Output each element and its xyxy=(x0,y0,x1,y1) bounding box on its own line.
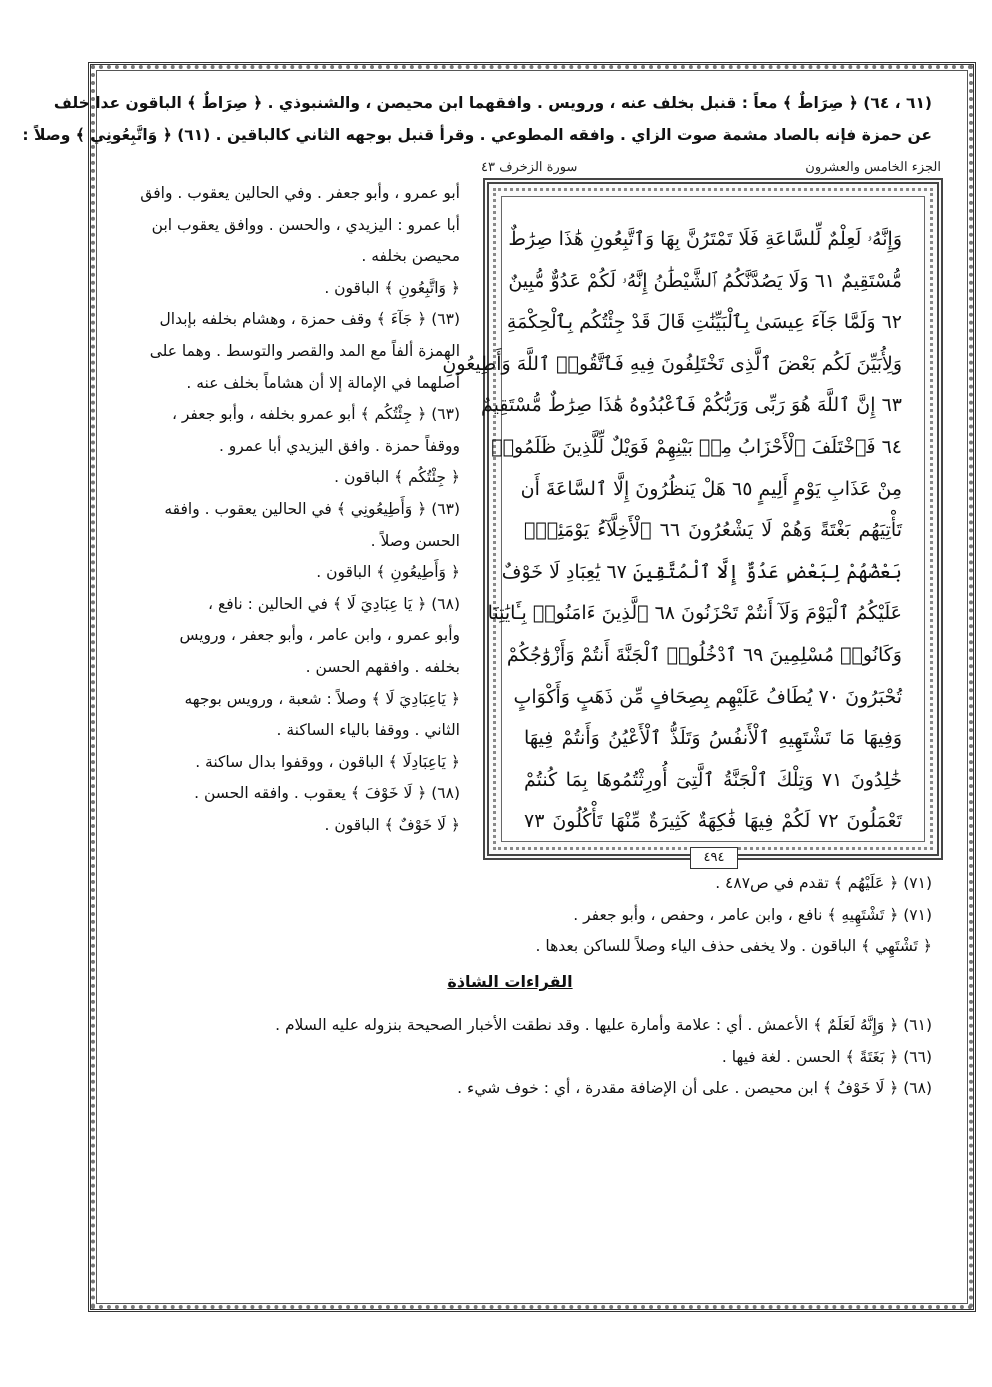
juz-label: الجزء الخامس والعشرون xyxy=(805,159,941,175)
text-line: (٦٣) ﴿ وَأَطِيعُونِي ﴾ في الحالين يعقوب . وافقه xyxy=(164,499,460,518)
quran-panel xyxy=(442,178,943,860)
text-line: (٦١ ، ٦٤) ﴿ صِرَاطٌ ﴾ معاً : قنبل بخلف عنه ، ورويس . وافقهما ابن محيصن ، والشنبوذي . ﴿ صِرَاطٌ ﴾ الباقون عدا خلف xyxy=(53,94,932,112)
side-commentary xyxy=(110,178,460,841)
quran-panel-inner xyxy=(442,196,925,842)
text-line: ﴿ وَاتَّبِعُونِ ﴾ الباقون . xyxy=(324,278,460,297)
quran-line: عَلَيْكُمُ ٱلْيَوْمَ وَلَآ أَنتُمْ تَحْزَنُونَ ٦٨ ٱلَّذِينَ ءَامَنُوا۟ بِـَٔايَٰتِنَا xyxy=(487,602,902,625)
quran-line: مُّسْتَقِيمٌ ٦١ وَلَا يَصُدَّنَّكُمُ ٱلشَّيْطَٰنُ إِنَّهُۥ لَكُمْ عَدُوٌّ مُّبِينٌ xyxy=(508,269,902,292)
text-line: (٧١) ﴿ تَشْتَهِيهِ ﴾ نافع ، وابن عامر ، وحفص ، وأبو جعفر . xyxy=(573,905,932,924)
quran-line: تُحْبَرُونَ ٧٠ يُطَافُ عَلَيْهِم بِصِحَافٍ مِّن ذَهَبٍ وَأَكْوَابٍ xyxy=(513,685,902,708)
text-line: (٦٨) ﴿ يَا عِبَادِيَ لَا ﴾ في الحالين : نافع ، xyxy=(208,594,460,613)
quran-text xyxy=(442,219,902,843)
text-line: وأبو عمرو ، وابن عامر ، وأبو جعفر ، ورويس xyxy=(179,626,460,645)
page-number: ٤٩٤ xyxy=(690,847,738,869)
text-line: ﴿ تَشْتَهِي ﴾ الباقون . ولا يخفى حذف الياء وصلاً للساكن بعدها . xyxy=(535,937,932,956)
text-line: ﴿ يَاعِبَادِيَ لَا ﴾ وصلاً : شعبة ، ورويس بوجهه xyxy=(184,689,460,708)
quran-line: خَٰلِدُونَ ٧١ وَتِلْكَ ٱلْجَنَّةُ ٱلَّتِىٓ أُورِثْتُمُوهَا بِمَا كُنتُمْ xyxy=(524,768,902,791)
quran-line: ٦٤ فَٱخْتَلَفَ ٱلْأَحْزَابُ مِنۢ بَيْنِهِمْ فَوَيْلٌ لِّلَّذِينَ ظَلَمُوا۟ xyxy=(491,435,902,458)
text-line: الحسن وصلاً . xyxy=(370,531,460,550)
shadh-readings xyxy=(208,1010,932,1105)
quran-line: ٦٣ إِنَّ ٱللَّهَ هُوَ رَبِّى وَرَبُّكُمْ فَٱعْبُدُوهُ هَٰذَا صِرَٰطٌ مُّسْتَقِيمٌ xyxy=(480,394,902,417)
text-line: محيصن بخلفه . xyxy=(361,247,460,266)
text-line: الثاني . ووقفا بالياء الساكنة . xyxy=(276,721,460,740)
text-line: (٦٨) ﴿ لَا خَوْفُ ﴾ ابن محيصن . على أن الإضافة مقدرة ، أي : خوف شيء . xyxy=(457,1079,932,1098)
text-line: (٦١) ﴿ وَإِنَّهُ لَعَلَمٌ ﴾ الأعمش . أي : علامة وأمارة عليها . وقد نطقت الأخبار الصحيحة بنزوله عليه السلام . xyxy=(275,1016,932,1034)
quran-line: تَعْمَلُونَ ٧٢ لَكُمْ فِيهَا فَٰكِهَةٌ كَثِيرَةٌ مِّنْهَا تَأْكُلُونَ ٧٣ xyxy=(524,810,902,833)
top-commentary xyxy=(22,88,932,151)
text-line: (٦٣) ﴿ جَآءَ ﴾ وقف حمزة ، وهشام بخلفه بإبدال xyxy=(159,310,460,329)
text-line: ووقفاً حمزة . وافق اليزيدي أبا عمرو . xyxy=(218,436,460,455)
text-line: ﴿ وَأَطِيعُونِ ﴾ الباقون . xyxy=(316,563,460,582)
section-title: القراءات الشاذة xyxy=(447,972,573,991)
quran-line: وَإِنَّهُۥ لَعِلْمٌ لِّلسَّاعَةِ فَلَا تَمْتَرُنَّ بِهَا وَٱتَّبِعُونِ هَٰذَا صِرَٰطٌ xyxy=(508,228,902,250)
quran-line: مِنْ عَذَابِ يَوْمٍ أَلِيمٍ ٦٥ هَلْ يَنظُرُونَ إِلَّا ٱلسَّاعَةَ أَن xyxy=(520,477,902,500)
quran-line: وَكَانُوا۟ مُسْلِمِينَ ٦٩ ٱدْخُلُوا۟ ٱلْجَنَّةَ أَنتُمْ وَأَزْوَٰجُكُمْ xyxy=(506,643,902,666)
lower-commentary xyxy=(240,868,932,963)
text-line: ﴿ لَا خَوْفٌ ﴾ الباقون . xyxy=(324,815,460,834)
text-line: (٦٨) ﴿ لَا خَوْفَ ﴾ يعقوب . وافقه الحسن . xyxy=(194,784,460,803)
quran-line: وَفِيهَا مَا تَشْتَهِيهِ ٱلْأَنفُسُ وَتَلَذُّ ٱلْأَعْيُنُ وَأَنتُمْ فِيهَا xyxy=(524,727,902,750)
text-line: ﴿ يَاعِبَادِلَا ﴾ الباقون ، ووقفوا بدال ساكنة . xyxy=(195,752,460,771)
text-line: عن حمزة فإنه بالصاد مشمة صوت الزاي . وافقه المطوعي . وقرأ قنبل بوجهه الثاني كالباقين . (٦١) ﴿ وَاتَّبِعُونِي ﴾ وصلاً : xyxy=(22,125,932,144)
text-line: أبا عمرو : اليزيدي ، والحسن . ووافق يعقوب ابن xyxy=(151,215,460,234)
quran-header xyxy=(481,155,941,179)
text-line: بخلفه . وافقهم الحسن . xyxy=(305,657,460,676)
text-line: (٦٦) ﴿ بَغَتَةً ﴾ الحسن . لغة فيها . xyxy=(721,1047,932,1066)
text-line: الهمزة ألفاً مع المد والقصر والتوسط . وهما على xyxy=(149,341,460,360)
text-line: (٦٣) ﴿ جِئْتُكُم ﴾ أبو عمرو بخلفه ، وأبو جعفر ، xyxy=(171,405,460,424)
quran-line: بَعْضُهُمْ لِبَعْضٍ عَدُوٌّ إِلَّا ٱلْمُتَّقِينَ ٦٧ يَٰعِبَادِ لَا خَوْفٌ xyxy=(501,560,902,583)
text-line: (٧١) ﴿ عَلَيْهُم ﴾ تقدم في ص٤٨٧ . xyxy=(715,874,932,892)
surah-label: سورة الزخرف ٤٣ xyxy=(481,159,578,175)
quran-line: ٦٢ وَلَمَّا جَآءَ عِيسَىٰ بِٱلْبَيِّنَٰتِ قَالَ قَدْ جِئْتُكُم بِٱلْحِكْمَةِ xyxy=(506,311,902,334)
text-line: أصلهما في الإمالة إلا أن هشاماً بخلف عنه . xyxy=(186,373,460,392)
text-line: ﴿ جِئْتُكُم ﴾ الباقون . xyxy=(334,468,460,487)
text-line: أبو عمرو ، وأبو جعفر . وفي الحالين يعقوب . وافق xyxy=(140,184,460,202)
quran-line: وَلِأُبَيِّنَ لَكُم بَعْضَ ٱلَّذِى تَخْتَلِفُونَ فِيهِ فَٱتَّقُوا۟ ٱللَّهَ وَأَطِيعُونِ xyxy=(442,352,902,375)
quran-line: تَأْتِيَهُم بَغْتَةً وَهُمْ لَا يَشْعُرُونَ ٦٦ ٱلْأَخِلَّآءُ يَوْمَئِذٍۭ xyxy=(524,519,902,542)
